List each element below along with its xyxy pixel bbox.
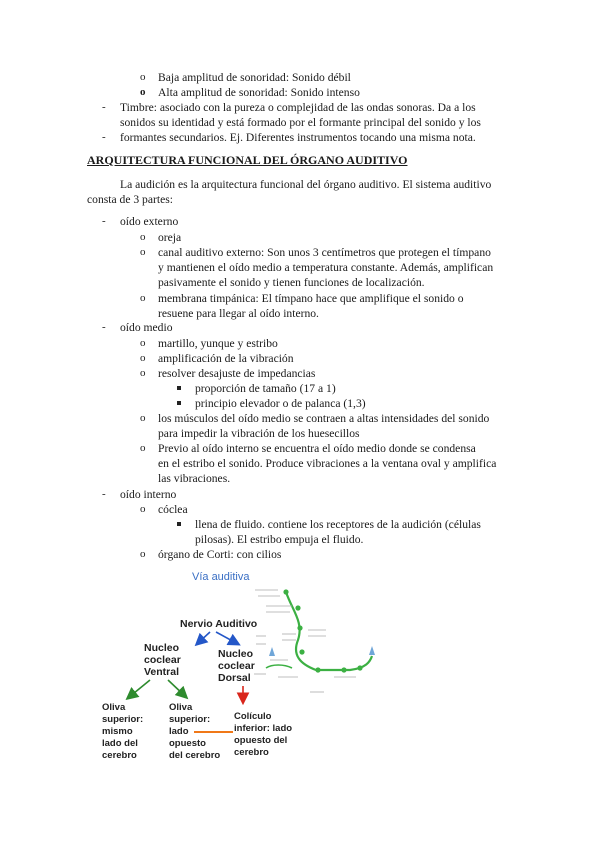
intro-line: consta de 3 partes:: [87, 193, 173, 206]
dorsal-nucleus-label: [218, 648, 255, 684]
list-item: las vibraciones.: [158, 472, 231, 485]
list-item: para impedir la vibración de los huesecillos: [158, 427, 360, 440]
svg-text:coclear: coclear: [218, 660, 255, 672]
svg-text:Nucleo: Nucleo: [218, 648, 254, 660]
circle-bullet: o: [140, 367, 146, 379]
circle-bullet: o: [140, 231, 146, 243]
middle-ear-title: oído medio: [120, 321, 173, 334]
svg-text:opuesto: opuesto: [169, 738, 206, 749]
timbre-line: Timbre: asociado con la pureza o complejidad de las ondas sonoras. Da a los: [120, 101, 476, 114]
list-item: Previo al oído interno se encuentra el oído medio donde se condensa: [158, 442, 476, 455]
section-heading: ARQUITECTURA FUNCIONAL DEL ÓRGANO AUDITIVO: [87, 153, 408, 167]
svg-text:Nucleo: Nucleo: [144, 642, 180, 654]
svg-text:cerebro: cerebro: [234, 747, 269, 758]
svg-text:Oliva: Oliva: [102, 702, 126, 713]
square-bullet: [177, 401, 181, 405]
circle-bullet: o: [140, 71, 146, 83]
timbre-line: formantes secundarios. Ej. Diferentes instrumentos tocando una misma nota.: [120, 131, 476, 144]
list-item: Baja amplitud de sonoridad: Sonido débil: [158, 71, 351, 84]
inner-ear-title: oído interno: [120, 488, 177, 501]
nerve-label: Nervio Auditivo: [180, 618, 258, 630]
svg-text:Oliva: Oliva: [169, 702, 193, 713]
circle-bullet: o: [140, 246, 146, 258]
dash-bullet: -: [102, 131, 106, 143]
list-item: proporción de tamaño (17 a 1): [195, 382, 336, 395]
square-bullet: [177, 386, 181, 390]
circle-bullet: o: [140, 292, 146, 304]
svg-text:lado del: lado del: [102, 738, 138, 749]
intro-line: La audición es la arquitectura funcional del órgano auditivo. El sistema auditivo: [120, 178, 492, 191]
outer-ear-title: oído externo: [120, 215, 179, 228]
svg-text:Colículo: Colículo: [234, 711, 272, 722]
diagram-title: Vía auditiva: [192, 571, 250, 583]
circle-bullet: o: [140, 337, 146, 349]
list-item: y mantienen el oído medio a temperatura constante. Además, amplifican: [158, 261, 494, 274]
dash-bullet: -: [102, 321, 106, 333]
ventral-nucleus-label: [144, 642, 181, 678]
list-item: amplificación de la vibración: [158, 352, 294, 365]
svg-text:superior:: superior:: [102, 714, 144, 725]
list-item: pilosas). El estribo empuja el fluido.: [195, 533, 364, 546]
list-item: en el estribo el sonido. Produce vibraciones a la ventana oval y amplifica: [158, 457, 497, 470]
svg-text:coclear: coclear: [144, 654, 181, 666]
list-item: llena de fluido. contiene los receptores de la audición (células: [195, 518, 481, 531]
list-item: órgano de Corti: con cilios: [158, 548, 282, 561]
circle-bullet: o: [140, 503, 146, 515]
list-item: pasivamente el sonido y tienen funciones de localización.: [158, 276, 425, 289]
svg-text:del cerebro: del cerebro: [169, 750, 221, 761]
list-item: los músculos del oído medio se contraen a altas intensidades del sonido: [158, 412, 490, 425]
list-item: canal auditivo externo: Son unos 3 centímetros que protegen el tímpano: [158, 246, 491, 259]
list-item: principio elevador o de palanca (1,3): [195, 397, 366, 410]
list-item: martillo, yunque y estribo: [158, 337, 278, 350]
inferior-colliculus-label: [234, 711, 292, 758]
svg-text:superior:: superior:: [169, 714, 211, 725]
circle-bullet: o: [140, 548, 146, 560]
circle-bullet: o: [140, 352, 146, 364]
dash-bullet: -: [102, 101, 106, 113]
svg-text:mismo: mismo: [102, 726, 133, 737]
svg-text:cerebro: cerebro: [102, 750, 137, 761]
olive-same-side-label: [102, 702, 143, 761]
dash-bullet: -: [102, 488, 106, 500]
auditory-pathway-inset: [248, 583, 386, 695]
list-item: oreja: [158, 231, 182, 244]
auditory-pathway-diagram: [0, 560, 600, 800]
circle-bullet: o: [140, 412, 146, 424]
blue-arrow-left: [197, 632, 210, 644]
circle-bullet: o: [140, 86, 146, 98]
list-item: resuene para llegar al oído interno.: [158, 307, 319, 320]
circle-bullet: o: [140, 442, 146, 454]
svg-text:inferior: lado: inferior: lado: [234, 723, 293, 734]
list-item: cóclea: [158, 503, 188, 516]
svg-text:Dorsal: Dorsal: [218, 672, 251, 684]
svg-text:Ventral: Ventral: [144, 666, 180, 678]
list-item: membrana timpánica: El tímpano hace que amplifique el sonido o: [158, 292, 464, 305]
timbre-line: sonidos su identidad y está formado por el formante principal del sonido y los: [120, 116, 481, 129]
dash-bullet: -: [102, 215, 106, 227]
square-bullet: [177, 522, 181, 526]
green-arrow-left: [128, 680, 150, 698]
green-arrow-right: [168, 680, 186, 697]
svg-text:lado: lado: [169, 726, 189, 737]
list-item: resolver desajuste de impedancias: [158, 367, 316, 380]
svg-text:opuesto del: opuesto del: [234, 735, 288, 746]
blue-arrow-right: [216, 632, 238, 644]
list-item: Alta amplitud de sonoridad: Sonido intenso: [158, 86, 360, 99]
